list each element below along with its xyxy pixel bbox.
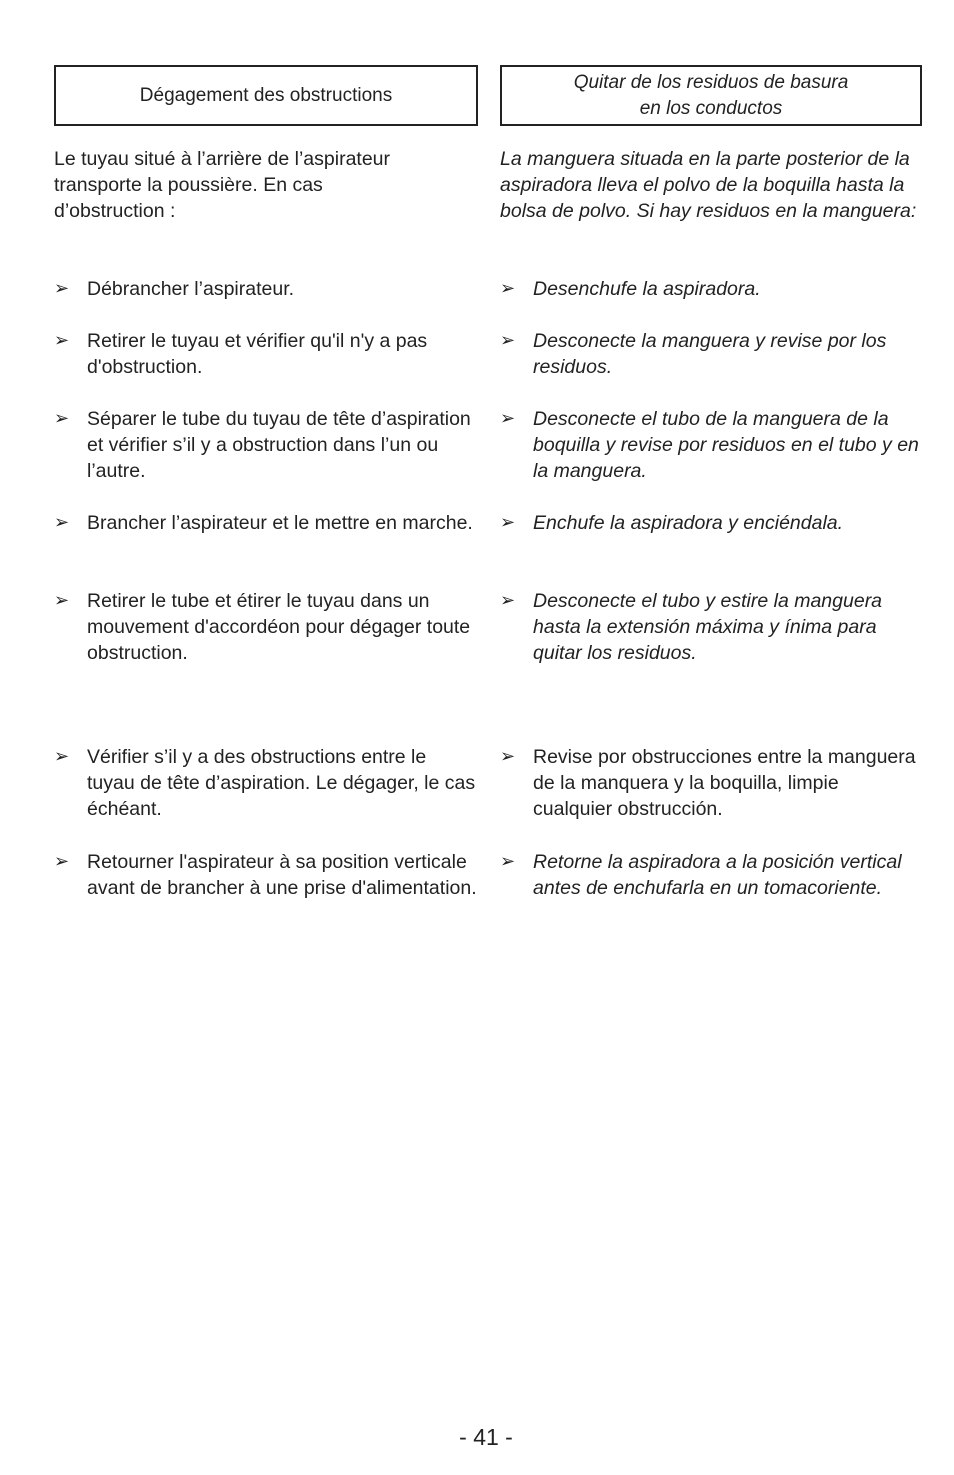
arrow-bullet-icon: ➢ — [500, 278, 516, 299]
arrow-bullet-icon: ➢ — [54, 408, 70, 429]
french-step-6: ➢ Vérifier s’il y a des obstructions entre le tuyau de tête d’aspiration. Le dégager, le cas échéant. — [54, 746, 476, 820]
french-step-7: ➢ Retourner l'aspirateur à sa position verticale avant de brancher à une prise d'alimentation. — [54, 851, 477, 899]
arrow-bullet-icon: ➢ — [54, 851, 70, 872]
arrow-bullet-icon: ➢ — [500, 512, 516, 533]
arrow-bullet-icon: ➢ — [54, 512, 70, 533]
arrow-bullet-icon: ➢ — [500, 851, 516, 872]
spanish-step-3: ➢ Desconecte el tubo de la manguera de la boquilla y revise por residuos en el tubo y en la manguera. — [500, 408, 919, 482]
arrow-bullet-icon: ➢ — [500, 408, 516, 429]
french-step-3: ➢ Séparer le tube du tuyau de tête d’aspiration et vérifier s’il y a obstruction dans l’un ou l’autre. — [54, 408, 471, 482]
arrow-bullet-icon: ➢ — [54, 330, 70, 351]
arrow-bullet-icon: ➢ — [54, 590, 70, 611]
page-number: - 41 - — [459, 1424, 513, 1450]
arrow-bullet-icon: ➢ — [54, 278, 70, 299]
spanish-step-4: ➢ Enchufe la aspiradora y enciéndala. — [500, 512, 844, 534]
french-step-1: ➢ Débrancher l’aspirateur. — [54, 278, 295, 300]
spanish-section-title: Quitar de los residuos de basura en los conductos — [500, 65, 922, 126]
arrow-bullet-icon: ➢ — [500, 746, 516, 767]
french-intro: Le tuyau situé à l’arrière de l’aspirateur transporte la poussière. En cas d’obstruction : — [54, 148, 391, 222]
spanish-step-6: ➢ Revise por obstrucciones entre la manguera de la manquera y la boquilla, limpie cualquier obstrucción. — [500, 746, 916, 820]
arrow-bullet-icon: ➢ — [500, 330, 516, 351]
french-step-5: ➢ Retirer le tube et étirer le tuyau dans un mouvement d'accordéon pour dégager toute obstruction. — [54, 590, 471, 664]
arrow-bullet-icon: ➢ — [54, 746, 70, 767]
spanish-step-7: ➢ Retorne la aspiradora a la posición vertical antes de enchufarla en un tomacoriente. — [500, 851, 902, 899]
spanish-step-2: ➢ Desconecte la manguera y revise por los residuos. — [500, 330, 887, 378]
arrow-bullet-icon: ➢ — [500, 590, 516, 611]
spanish-step-5: ➢ Desconecte el tubo y estire la manguera hasta la extensión máxima y ínima para quitar los residuos. — [500, 590, 883, 664]
french-step-2: ➢ Retirer le tuyau et vérifier qu'il n'y a pas d'obstruction. — [54, 330, 428, 378]
french-section-title: Dégagement des obstructions — [54, 65, 478, 126]
french-step-4: ➢ Brancher l’aspirateur et le mettre en marche. — [54, 512, 473, 534]
spanish-step-1: ➢ Desenchufe la aspiradora. — [500, 278, 761, 300]
spanish-intro: La manguera situada en la parte posterior de la aspiradora lleva el polvo de la boquilla hasta la bolsa de polvo. Si hay residuos en la manguera: — [500, 148, 917, 222]
